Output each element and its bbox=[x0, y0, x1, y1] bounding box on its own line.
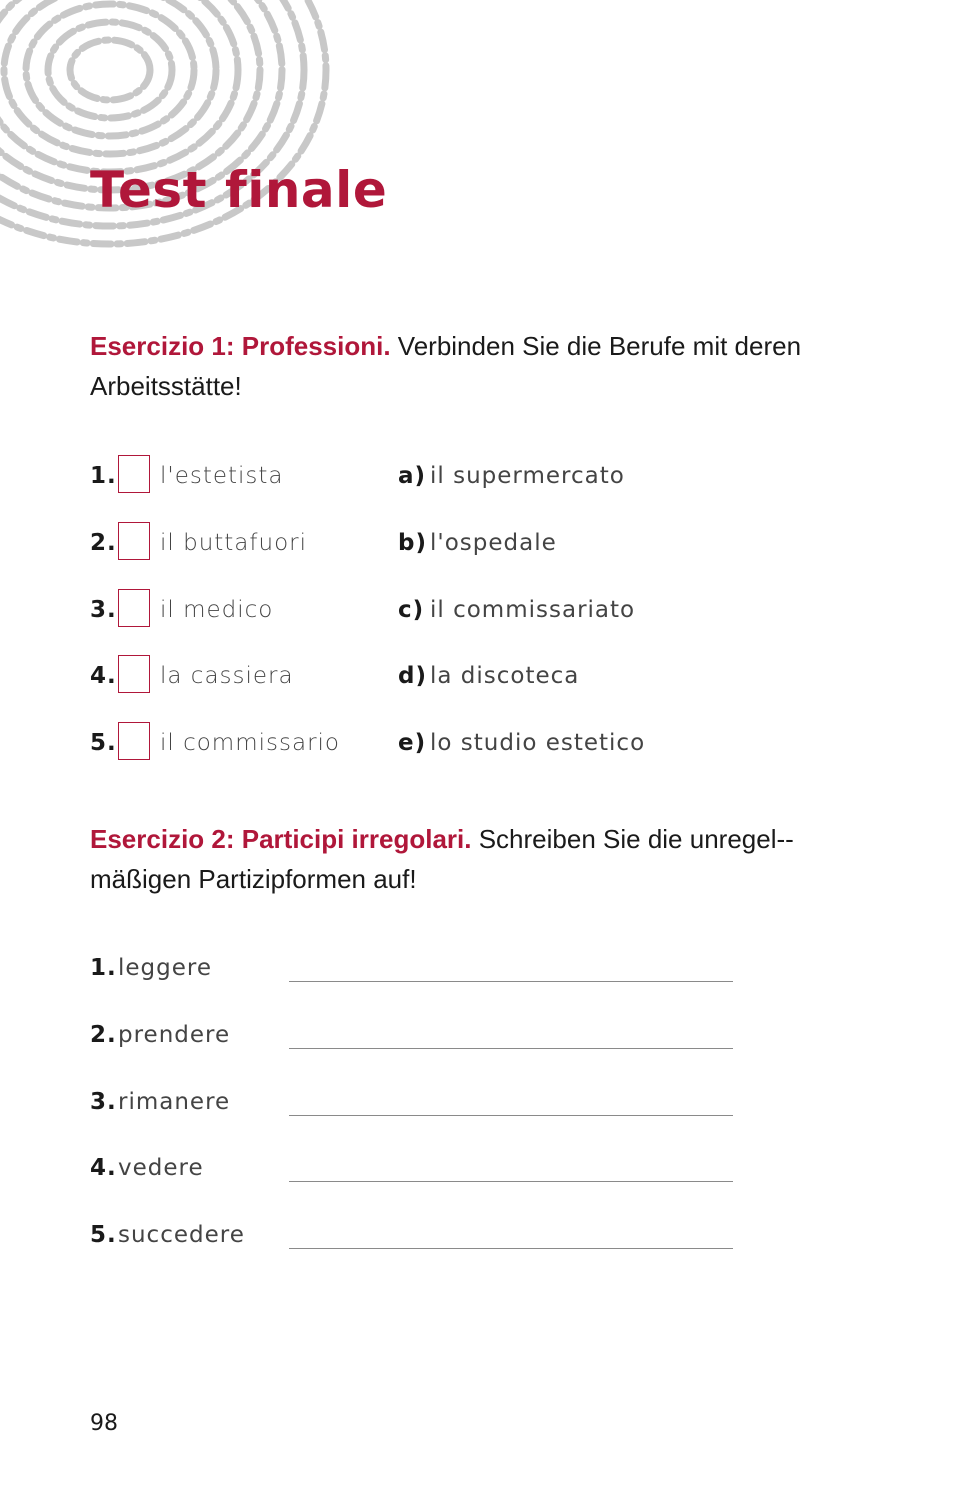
workplace-option: la discoteca bbox=[430, 663, 580, 689]
verb-row bbox=[90, 1218, 750, 1258]
workplace-option: il supermercato bbox=[430, 463, 625, 489]
answer-line[interactable] bbox=[289, 1048, 733, 1049]
verb-row bbox=[90, 951, 750, 991]
page-number: 98 bbox=[90, 1411, 118, 1436]
exercise-1-label: Esercizio 1: Professioni. bbox=[90, 331, 391, 361]
option-letter: c) bbox=[398, 597, 425, 623]
answer-box[interactable] bbox=[118, 655, 150, 693]
answer-box[interactable] bbox=[118, 455, 150, 493]
term-number: 1. bbox=[90, 463, 117, 489]
profession-term: la cassiera bbox=[160, 663, 294, 689]
term-number: 3. bbox=[90, 597, 117, 623]
answer-line[interactable] bbox=[289, 981, 733, 982]
option-letter: d) bbox=[398, 663, 427, 689]
verb-number: 3. bbox=[90, 1089, 117, 1115]
verb-row bbox=[90, 1085, 750, 1125]
infinitive-verb: prendere bbox=[118, 1022, 231, 1048]
workplace-option: lo studio estetico bbox=[430, 730, 646, 756]
match-row bbox=[90, 722, 890, 766]
verb-row bbox=[90, 1018, 750, 1058]
answer-line[interactable] bbox=[289, 1115, 733, 1116]
answer-box[interactable] bbox=[118, 522, 150, 560]
answer-box[interactable] bbox=[118, 722, 150, 760]
answer-line[interactable] bbox=[289, 1248, 733, 1249]
workplace-option: il commissariato bbox=[430, 597, 636, 623]
match-row bbox=[90, 455, 890, 499]
match-row bbox=[90, 589, 890, 633]
verb-number: 5. bbox=[90, 1222, 117, 1248]
verb-row bbox=[90, 1151, 750, 1191]
exercise-2-label: Esercizio 2: Participi irregolari. bbox=[90, 824, 472, 854]
profession-term: il buttafuori bbox=[160, 530, 307, 556]
infinitive-verb: leggere bbox=[118, 955, 212, 981]
term-number: 2. bbox=[90, 530, 117, 556]
exercise-1-heading bbox=[90, 326, 870, 406]
option-letter: a) bbox=[398, 463, 427, 489]
infinitive-verb: vedere bbox=[118, 1155, 204, 1181]
verb-number: 4. bbox=[90, 1155, 117, 1181]
match-row bbox=[90, 522, 890, 566]
page-title: Test finale bbox=[90, 161, 388, 219]
workplace-option: l'ospedale bbox=[430, 530, 557, 556]
verb-number: 1. bbox=[90, 955, 117, 981]
infinitive-verb: rimanere bbox=[118, 1089, 231, 1115]
term-number: 5. bbox=[90, 730, 117, 756]
profession-term: il commissario bbox=[160, 730, 340, 756]
match-row bbox=[90, 655, 890, 699]
profession-term: il medico bbox=[160, 597, 274, 623]
exercise-2-heading bbox=[90, 819, 870, 899]
term-number: 4. bbox=[90, 663, 117, 689]
exercise-2-instruction: Schreiben Sie die unregel-mäßigen Partizipformen auf! bbox=[90, 824, 794, 894]
answer-line[interactable] bbox=[289, 1181, 733, 1182]
answer-box[interactable] bbox=[118, 589, 150, 627]
fingerprint-icon bbox=[0, 0, 360, 300]
profession-term: l'estetista bbox=[160, 463, 284, 489]
option-letter: b) bbox=[398, 530, 427, 556]
option-letter: e) bbox=[398, 730, 427, 756]
infinitive-verb: succedere bbox=[118, 1222, 245, 1248]
verb-number: 2. bbox=[90, 1022, 117, 1048]
exercise-1-instruction: Verbinden Sie die Berufe mit deren Arbeitsstätte! bbox=[90, 331, 802, 401]
